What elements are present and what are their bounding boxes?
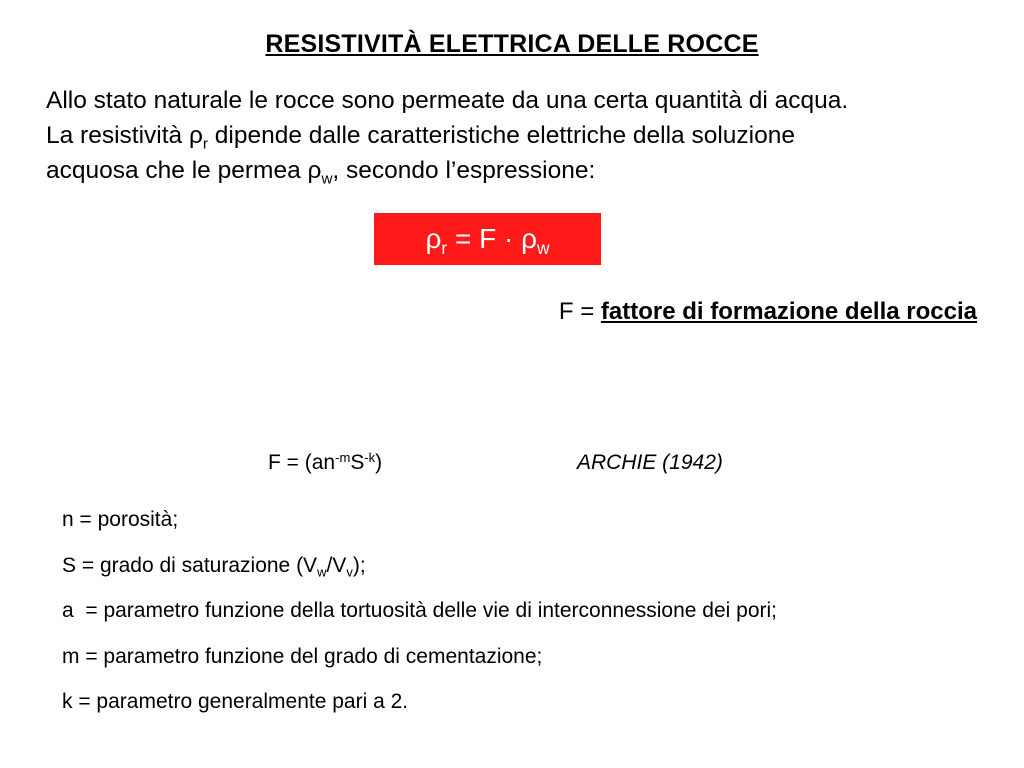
definition-k: k = parametro generalmente pari a 2. bbox=[62, 690, 409, 713]
definition-a: a = parametro funzione della tortuosità delle vie di interconnessione dei pori; bbox=[62, 599, 778, 622]
archie-formula: $F = (an^{-m}S^{-k})$ bbox=[268, 449, 383, 474]
formula-text: $\rho_r = F \cdot \rho_w$ bbox=[425, 223, 550, 259]
intro-line-3: acquosa che le permea $\rho_w$, secondo l’espressione: bbox=[46, 157, 596, 188]
archie-reference: ARCHIE (1942) bbox=[577, 451, 723, 474]
slide-title: RESISTIVITÀ ELETTRICA DELLE ROCCE bbox=[265, 30, 759, 58]
parameter-definitions bbox=[62, 497, 777, 725]
intro-line-1: Allo stato naturale le rocce sono permeate da una certa quantità di acqua. bbox=[46, 87, 849, 114]
intro-line-2: La resistività $\rho_r$ dipende dalle caratteristiche elettriche della soluzione bbox=[46, 122, 795, 153]
definition-m: m = parametro funzione del grado di cementazione; bbox=[62, 644, 543, 668]
definition-s: S = grado di saturazione $(V_w/V_v)$; bbox=[62, 553, 366, 580]
formation-factor-term: fattore di formazione della roccia bbox=[600, 298, 977, 325]
resistivity-formula-box bbox=[374, 213, 601, 265]
intro-paragraph bbox=[46, 83, 1006, 188]
formation-factor-definition: F = fattore di formazione della roccia bbox=[558, 298, 977, 325]
definition-n: n = porosità; bbox=[62, 508, 179, 531]
